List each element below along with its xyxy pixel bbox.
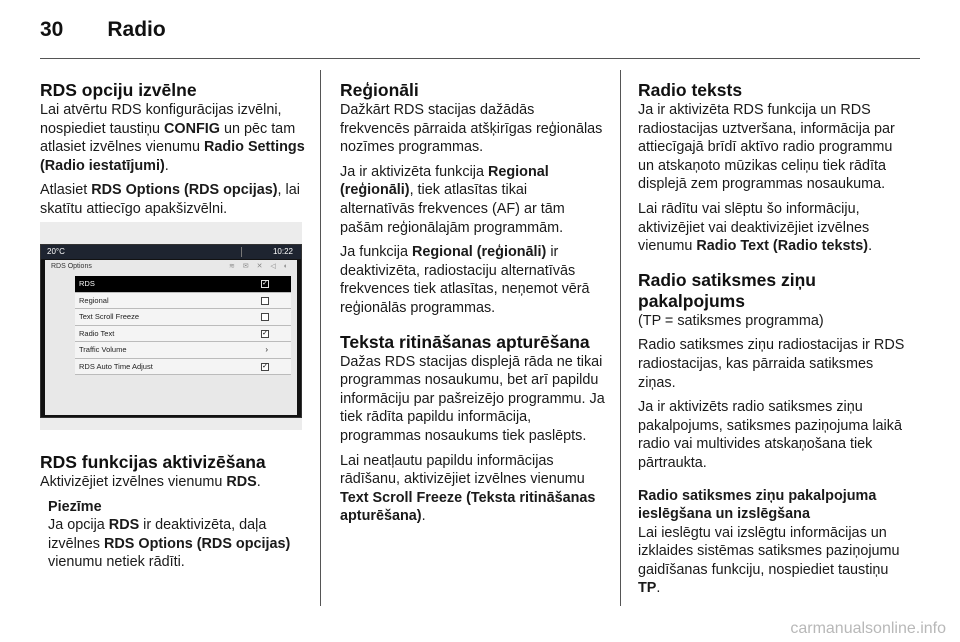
paragraph-activate-rds: Aktivizējiet izvēlnes vienumu RDS. xyxy=(40,474,261,490)
paragraph-tp-interrupt: Ja ir aktivizēts radio satiksmes ziņu pakalpojums, satiksmes paziņojuma laikā radio vai multivides atskaņošana tiek pārtraukta. xyxy=(638,399,902,471)
paragraph-tp-button: Lai ieslēgtu vai izslēgtu informācijas un izklaides sistēmas satiksmes paziņojumu gaidīšanas funkciju, nospiediet taustiņu TP. xyxy=(638,524,900,597)
heading-rds-options-menu: RDS opciju izvēlne xyxy=(40,80,197,100)
menu-row-text-scroll-freeze[interactable]: Text Scroll Freeze xyxy=(75,309,291,326)
rds-options-screenshot xyxy=(40,222,302,430)
heading-text-scroll-freeze: Teksta ritināšanas apturēšana xyxy=(340,331,590,352)
paragraph-regional-off: Ja funkcija Regional (reģionāli) ir deaktivizēta, radiostaciju alternatīvās frekvences tiek atlasītas, neņemot vērā reģionālās programmas. xyxy=(340,244,590,316)
header-divider xyxy=(40,58,920,59)
menu-row-radio-text[interactable]: Radio Text ✓ xyxy=(75,326,291,343)
column-divider-2 xyxy=(620,70,621,606)
clock-readout: 10:22 xyxy=(272,247,293,256)
paragraph-scroll-intro: Dažas RDS stacijas displejā rāda ne tikai programmas nosaukumu, bet arī papildu informāciju par pašreizējo programmu. Ja tiek rādīta papildu informācija, programmas nosaukums tiek paslēpts. xyxy=(340,353,605,444)
status-icons: ≋ ✉ ✕ ◁ ◐ xyxy=(229,263,291,270)
column-1 xyxy=(40,80,305,219)
paragraph-select-rds-options: Atlasiet RDS Options (RDS opcijas), lai skatītu attiecīgo apakšizvēlni. xyxy=(40,182,300,217)
column-2 xyxy=(340,80,605,526)
checkbox-icon[interactable]: ✓ xyxy=(262,280,268,287)
menu-title: RDS Options xyxy=(51,263,92,270)
paragraph-tp-abbrev: (TP = satiksmes programma) xyxy=(638,312,824,329)
infotainment-display xyxy=(40,244,302,418)
rds-options-list xyxy=(75,276,291,375)
paragraph-open-rds-menu: Lai atvērtu RDS konfigurācijas izvēlni, nospiediet taustiņu CONFIG un pēc tam atlasiet izvēlnes vienumu Radio Settings (Radio iestatījumi). xyxy=(40,102,305,174)
heading-regional: Reģionāli xyxy=(340,80,419,100)
checkbox-icon[interactable] xyxy=(261,313,269,321)
checkbox-icon[interactable]: ✓ xyxy=(262,362,268,370)
checkbox-icon[interactable] xyxy=(261,297,269,305)
menu-row-regional[interactable]: Regional xyxy=(75,293,291,310)
paragraph-tp-stations: Radio satiksmes ziņu radiostacijas ir RDS radiostacijas, kas pārraida satiksmes ziņas. xyxy=(638,337,905,391)
paragraph-radio-text-toggle: Lai rādītu vai slēptu šo informāciju, aktivizējiet vai deaktivizējiet izvēlnes vienumu Radio Text (Radio teksts). xyxy=(638,200,873,255)
heading-traffic-program: Radio satiksmes ziņu pakalpojums xyxy=(638,269,816,311)
menu-row-rds[interactable]: RDS ✓ xyxy=(75,276,291,293)
status-bar-separator xyxy=(241,247,242,257)
column-divider-1 xyxy=(320,70,321,606)
temperature-readout: 20°C xyxy=(47,247,65,256)
chevron-right-icon: › xyxy=(265,345,268,354)
note-box xyxy=(40,498,305,572)
paragraph-regional-on: Ja ir aktivizēta funkcija Regional (reģionāli), tiek atlasītas tikai alternatīvās frekvences (AF) ar tām pašām reģionālajām programmām. xyxy=(340,163,565,236)
paragraph-regional-intro: Dažkārt RDS stacijas dažādās frekvencēs pārraida atšķirīgas reģionālas nozīmes programmas. xyxy=(340,102,603,156)
note-title: Piezīme xyxy=(48,498,102,515)
heading-rds-activation: RDS funkcijas aktivizēšana xyxy=(40,452,266,472)
column-1-lower xyxy=(40,452,305,572)
page-header xyxy=(40,18,166,42)
menu-row-traffic-volume[interactable]: Traffic Volume › xyxy=(75,342,291,359)
page-section-title: Radio xyxy=(107,18,166,41)
note-text: Ja opcija RDS ir deaktivizēta, daļa izvēlnes RDS Options (RDS opcijas) vienumu netiek rādīti. xyxy=(48,517,291,571)
heading-tp-on-off: Radio satiksmes ziņu pakalpojuma ieslēgšana un izslēgšana xyxy=(638,487,877,523)
display-menu-area xyxy=(45,260,297,415)
watermark: carmanualsonline.info xyxy=(790,620,946,637)
paragraph-radio-text-intro: Ja ir aktivizēta RDS funkcija un RDS radiostacijas uztveršana, informācija par attiecīgajā brīdī aktīvo radio programmu un atskaņoto mūzikas celiņu tiek rādīta displejā zem programmas nosaukuma. xyxy=(638,102,895,193)
column-3 xyxy=(638,80,908,598)
page-number: 30 xyxy=(40,18,64,41)
paragraph-scroll-freeze: Lai neatļautu papildu informācijas rādīšanu, aktivizējiet izvēlnes vienumu Text Scroll Freeze (Teksta ritināšanas apturēšana). xyxy=(340,452,596,525)
heading-radio-text: Radio teksts xyxy=(638,80,743,100)
checkbox-icon[interactable]: ✓ xyxy=(262,329,268,337)
display-status-bar xyxy=(41,245,301,259)
menu-row-rds-auto-time-adjust[interactable]: RDS Auto Time Adjust ✓ xyxy=(75,359,291,376)
